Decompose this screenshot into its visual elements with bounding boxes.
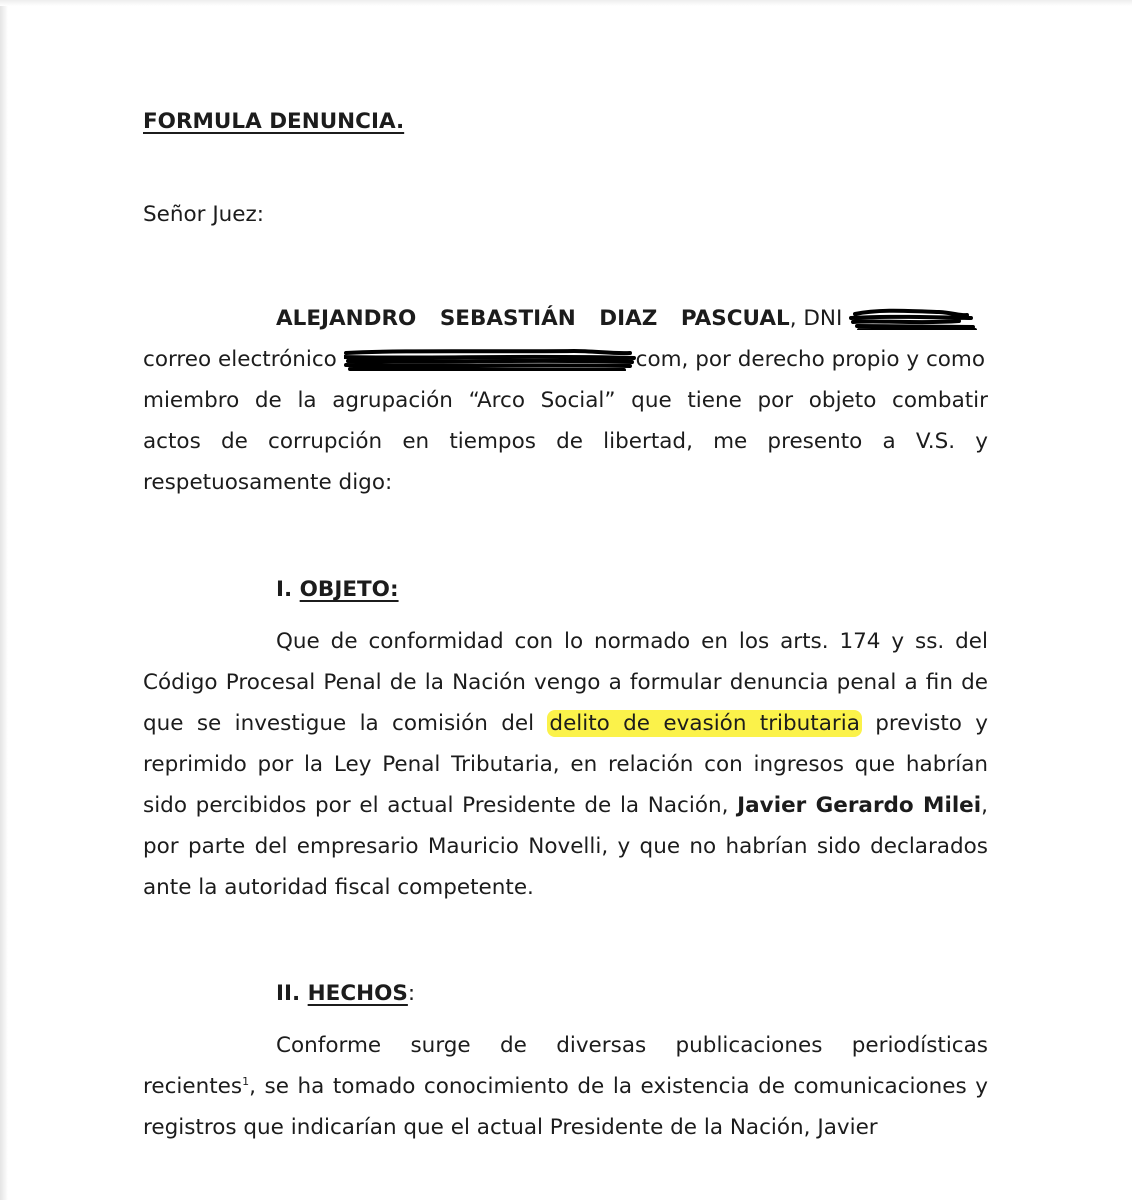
intro-paragraph xyxy=(143,298,988,503)
section-1-paragraph xyxy=(143,621,988,908)
page-top-edge-shadow xyxy=(0,0,1132,6)
section-2-paragraph xyxy=(143,1025,988,1148)
page-left-edge-shadow xyxy=(0,0,8,1200)
email-label: correo electrónico xyxy=(143,347,337,372)
intro-line-4: actos de corrupción en tiempos de libertad, me presento a V.S. y xyxy=(143,429,988,454)
document-title: FORMULA DENUNCIA. xyxy=(143,109,405,134)
section-1-number: I. xyxy=(276,577,300,602)
section-1-text-end: , por parte del empresario Mauricio Novelli, y que no habrían sido declarados ante la autoridad fiscal competente. xyxy=(143,793,988,900)
document-title-line xyxy=(143,101,988,142)
section-2-colon: : xyxy=(407,981,416,1006)
intro-line-1 xyxy=(143,298,988,339)
section-1-title: OBJETO: xyxy=(299,577,399,602)
section-2-heading xyxy=(276,973,415,1014)
section-2-text-end: , se ha tomado conocimiento de la existencia de comunicaciones y registros que indicarían que el actual Presidente de la Nación, Javier xyxy=(143,1074,988,1140)
complainant-name: ALEJANDRO SEBASTIÁN DIAZ PASCUAL xyxy=(276,306,790,331)
section-1-heading xyxy=(276,569,399,610)
salutation-line xyxy=(143,194,988,235)
salutation: Señor Juez: xyxy=(143,202,265,227)
email-redaction xyxy=(344,349,636,371)
section-2-title: HECHOS xyxy=(307,981,408,1006)
president-name: Javier Gerardo Milei xyxy=(737,793,982,818)
section-2-number: II. xyxy=(276,981,308,1006)
intro-line-5: respetuosamente digo: xyxy=(143,470,393,495)
intro-line-2 xyxy=(143,339,988,380)
footnote-marker: 1 xyxy=(242,1074,250,1088)
dni-redaction xyxy=(849,308,977,330)
email-suffix: com, por derecho propio y como xyxy=(635,347,986,372)
section-2-text-start: Conforme surge de diversas publicaciones periodísticas recientes xyxy=(143,1033,988,1099)
dni-label: , DNI xyxy=(789,306,843,331)
intro-line-3: miembro de la agrupación “Arco Social” que tiene por objeto combatir xyxy=(143,388,988,413)
section-1-text-start: Que de conformidad con lo normado en los arts. 174 y ss. del Código Procesal Penal de la Nación vengo a formular denuncia penal a fin de que se investigue la comisión del xyxy=(143,629,988,736)
highlighted-offense: delito de evasión tributaria xyxy=(549,711,860,736)
section-1-text-middle: previsto y reprimido por la Ley Penal Tributaria, en relación con ingresos que habrían sido percibidos por el actual Presidente de la Nación, xyxy=(143,711,988,818)
